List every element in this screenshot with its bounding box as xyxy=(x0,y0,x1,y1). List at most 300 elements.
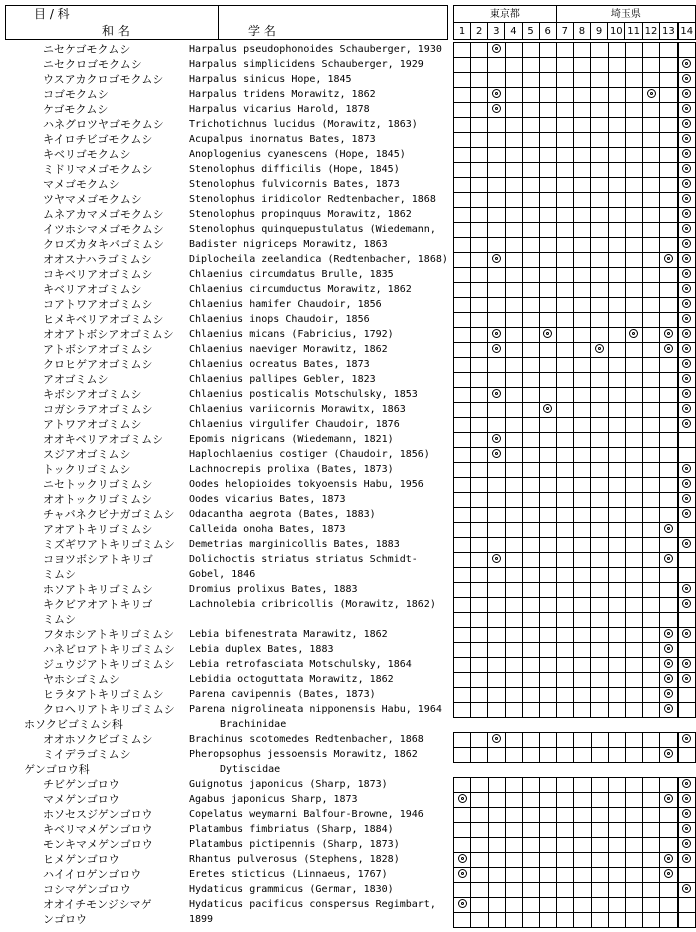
occurrence-cell xyxy=(488,913,505,928)
occurrence-cell xyxy=(505,148,522,163)
occurrence-cell xyxy=(678,568,696,583)
occurrence-cell xyxy=(591,403,608,418)
occurrence-cell xyxy=(574,508,591,523)
occurrence-cell xyxy=(505,133,522,148)
occurrence-cell xyxy=(574,568,591,583)
occurrence-cell xyxy=(625,73,642,88)
occurrence-cell xyxy=(660,433,678,448)
occurrence-row xyxy=(454,838,696,853)
occurrence-cell xyxy=(488,733,505,748)
occurrence-mark xyxy=(664,554,673,563)
occurrence-cell xyxy=(608,418,625,433)
occurrence-cell xyxy=(557,58,574,73)
occurrence-cell xyxy=(574,868,591,883)
occurrence-cell xyxy=(454,823,471,838)
occurrence-cell xyxy=(522,823,539,838)
occurrence-cell xyxy=(539,388,556,403)
occurrence-cell xyxy=(454,328,471,343)
occurrence-cell xyxy=(625,673,642,688)
occurrence-cell xyxy=(660,163,678,178)
occurrence-cell xyxy=(678,628,696,643)
occurrence-cell xyxy=(557,463,574,478)
occurrence-cell xyxy=(522,133,539,148)
occurrence-cell xyxy=(660,148,678,163)
occurrence-cell xyxy=(660,253,678,268)
occurrence-cell xyxy=(488,328,505,343)
occurrence-cell xyxy=(642,523,659,538)
occurrence-cell xyxy=(454,418,471,433)
occurrence-cell xyxy=(574,598,591,613)
occurrence-cell xyxy=(557,403,574,418)
occurrence-row xyxy=(454,613,696,628)
occurrence-cell xyxy=(471,778,488,793)
occurrence-cell xyxy=(678,343,696,358)
occurrence-cell xyxy=(454,583,471,598)
occurrence-cell xyxy=(608,373,625,388)
species-name-sci: Stenolophus iridicolor Redtenbacher, 1868 xyxy=(189,194,436,205)
occurrence-cell xyxy=(522,388,539,403)
occurrence-cell xyxy=(608,193,625,208)
occurrence-cell xyxy=(539,403,556,418)
occurrence-cell xyxy=(660,643,678,658)
occurrence-cell xyxy=(505,238,522,253)
occurrence-mark xyxy=(682,89,691,98)
occurrence-cell xyxy=(505,508,522,523)
occurrence-cell xyxy=(540,898,557,913)
occurrence-row xyxy=(454,73,696,88)
occurrence-cell xyxy=(539,223,556,238)
occurrence-cell xyxy=(574,613,591,628)
occurrence-cell xyxy=(505,523,522,538)
occurrence-cell xyxy=(574,658,591,673)
occurrence-cell xyxy=(591,58,608,73)
occurrence-row xyxy=(454,808,696,823)
occurrence-cell xyxy=(557,238,574,253)
occurrence-cell xyxy=(539,298,556,313)
species-name-sci: Chlaenius pallipes Gebler, 1823 xyxy=(189,374,376,385)
occurrence-cell xyxy=(557,733,574,748)
occurrence-cell xyxy=(660,298,678,313)
occurrence-cell xyxy=(522,853,539,868)
occurrence-cell xyxy=(557,568,574,583)
occurrence-cell xyxy=(557,43,574,58)
occurrence-cell xyxy=(488,793,505,808)
occurrence-cell xyxy=(505,658,522,673)
occurrence-row xyxy=(454,133,696,148)
occurrence-cell xyxy=(539,418,556,433)
species-name-jp: ジュウジアトキリゴミムシ xyxy=(43,658,175,671)
species-name-jp: スジアオゴミムシ xyxy=(43,448,131,461)
occurrence-cell xyxy=(471,388,488,403)
occurrence-cell xyxy=(454,403,471,418)
species-name-jp: ツヤマメゴモクムシ xyxy=(43,193,142,206)
occurrence-cell xyxy=(591,838,608,853)
occurrence-cell xyxy=(471,358,488,373)
occurrence-cell xyxy=(471,748,488,763)
occurrence-cell xyxy=(678,58,696,73)
occurrence-cell xyxy=(539,328,556,343)
occurrence-row xyxy=(454,208,696,223)
occurrence-cell xyxy=(625,268,642,283)
occurrence-cell xyxy=(608,868,625,883)
species-name-sci: Lebia bifenestrata Marawitz, 1862 xyxy=(189,629,388,640)
occurrence-cell xyxy=(591,478,608,493)
occurrence-cell xyxy=(642,643,659,658)
occurrence-cell xyxy=(608,733,625,748)
occurrence-mark xyxy=(492,329,501,338)
occurrence-cell xyxy=(454,88,471,103)
occurrence-cell xyxy=(625,838,642,853)
occurrence-cell xyxy=(539,88,556,103)
occurrence-cell xyxy=(522,628,539,643)
occurrence-cell xyxy=(678,688,696,703)
occurrence-row xyxy=(454,193,696,208)
occurrence-cell xyxy=(625,133,642,148)
occurrence-cell xyxy=(540,778,557,793)
occurrence-row xyxy=(454,178,696,193)
occurrence-cell xyxy=(539,343,556,358)
occurrence-cell xyxy=(574,418,591,433)
occurrence-cell xyxy=(454,913,471,928)
occurrence-cell xyxy=(643,823,660,838)
occurrence-cell xyxy=(574,268,591,283)
occurrence-cell xyxy=(643,853,660,868)
occurrence-cell xyxy=(471,193,488,208)
occurrence-cell xyxy=(625,628,642,643)
occurrence-grid-block xyxy=(453,732,696,763)
occurrence-cell xyxy=(591,268,608,283)
occurrence-cell xyxy=(471,853,488,868)
occurrence-cell xyxy=(660,523,678,538)
occurrence-mark xyxy=(664,749,673,758)
occurrence-cell xyxy=(642,388,659,403)
occurrence-mark xyxy=(682,854,691,863)
occurrence-mark xyxy=(682,239,691,248)
species-name-jp: オオスナハラゴミムシ xyxy=(43,253,152,266)
occurrence-cell xyxy=(608,793,625,808)
occurrence-cell xyxy=(625,253,642,268)
site-number: 6 xyxy=(539,23,556,40)
occurrence-cell xyxy=(557,223,574,238)
occurrence-cell xyxy=(557,583,574,598)
occurrence-cell xyxy=(454,433,471,448)
occurrence-cell xyxy=(642,283,659,298)
occurrence-cell xyxy=(505,808,522,823)
occurrence-cell xyxy=(454,748,471,763)
occurrence-cell xyxy=(522,343,539,358)
occurrence-cell xyxy=(557,118,574,133)
occurrence-cell xyxy=(539,703,556,718)
occurrence-row xyxy=(454,568,696,583)
family-name-sci: Dytiscidae xyxy=(220,764,281,775)
occurrence-mark xyxy=(682,674,691,683)
occurrence-cell xyxy=(540,883,557,898)
occurrence-mark xyxy=(682,329,691,338)
occurrence-cell xyxy=(505,838,522,853)
occurrence-cell xyxy=(678,583,696,598)
species-name-jp: コキベリアオゴミムシ xyxy=(43,268,153,281)
occurrence-mark xyxy=(647,89,656,98)
occurrence-cell xyxy=(471,643,488,658)
occurrence-mark xyxy=(682,74,691,83)
occurrence-row xyxy=(454,373,696,388)
occurrence-cell xyxy=(522,43,539,58)
occurrence-cell xyxy=(454,838,471,853)
occurrence-cell xyxy=(557,343,574,358)
occurrence-mark xyxy=(492,554,501,563)
occurrence-cell xyxy=(454,598,471,613)
occurrence-cell xyxy=(625,88,642,103)
occurrence-cell xyxy=(642,328,659,343)
occurrence-cell xyxy=(642,358,659,373)
species-name-sci: Badister nigriceps Morawitz, 1863 xyxy=(189,239,388,250)
occurrence-cell xyxy=(643,733,660,748)
occurrence-cell xyxy=(678,283,696,298)
occurrence-cell xyxy=(642,508,659,523)
species-name-sci: Demetrias marginicollis Bates, 1883 xyxy=(189,539,400,550)
occurrence-row xyxy=(454,868,696,883)
occurrence-cell xyxy=(574,298,591,313)
occurrence-cell xyxy=(678,118,696,133)
occurrence-cell xyxy=(522,553,539,568)
occurrence-cell xyxy=(505,403,522,418)
occurrence-cell xyxy=(488,493,505,508)
species-name-jp: アオゴミムシ xyxy=(43,373,109,386)
occurrence-cell xyxy=(505,343,522,358)
occurrence-cell xyxy=(557,298,574,313)
occurrence-cell xyxy=(471,88,488,103)
species-name-sci: Acupalpus inornatus Bates, 1873 xyxy=(189,134,376,145)
occurrence-cell xyxy=(522,268,539,283)
occurrence-cell xyxy=(591,88,608,103)
occurrence-cell xyxy=(574,133,591,148)
occurrence-cell xyxy=(454,313,471,328)
occurrence-mark xyxy=(664,254,673,263)
occurrence-cell xyxy=(642,373,659,388)
occurrence-cell xyxy=(678,73,696,88)
occurrence-cell xyxy=(522,103,539,118)
occurrence-cell xyxy=(522,913,539,928)
occurrence-cell xyxy=(642,433,659,448)
occurrence-cell xyxy=(660,688,678,703)
occurrence-cell xyxy=(625,703,642,718)
occurrence-cell xyxy=(505,58,522,73)
species-name-sci: Platambus fimbriatus (Sharp, 1884) xyxy=(189,824,394,835)
occurrence-cell xyxy=(471,43,488,58)
occurrence-cell xyxy=(642,478,659,493)
species-name-jp: ハネグロツヤゴモクムシ xyxy=(43,118,164,131)
occurrence-cell xyxy=(591,373,608,388)
occurrence-cell xyxy=(539,238,556,253)
occurrence-cell xyxy=(660,538,678,553)
occurrence-row xyxy=(454,658,696,673)
occurrence-cell xyxy=(488,508,505,523)
occurrence-cell xyxy=(678,808,696,823)
occurrence-cell xyxy=(660,583,678,598)
occurrence-cell xyxy=(608,298,625,313)
occurrence-cell xyxy=(557,208,574,223)
occurrence-cell xyxy=(471,793,488,808)
occurrence-cell xyxy=(574,403,591,418)
occurrence-cell xyxy=(642,193,659,208)
occurrence-cell xyxy=(591,628,608,643)
occurrence-mark xyxy=(682,389,691,398)
occurrence-cell xyxy=(488,298,505,313)
occurrence-mark xyxy=(682,659,691,668)
occurrence-cell xyxy=(660,388,678,403)
occurrence-cell xyxy=(454,343,471,358)
occurrence-row xyxy=(454,88,696,103)
occurrence-cell xyxy=(488,388,505,403)
occurrence-cell xyxy=(625,178,642,193)
occurrence-cell xyxy=(678,538,696,553)
occurrence-cell xyxy=(625,163,642,178)
species-name-sci: Chlaenius micans (Fabricius, 1792) xyxy=(189,329,394,340)
occurrence-cell xyxy=(522,238,539,253)
occurrence-cell xyxy=(488,853,505,868)
occurrence-cell xyxy=(454,673,471,688)
occurrence-cell xyxy=(642,238,659,253)
occurrence-cell xyxy=(522,73,539,88)
occurrence-row xyxy=(454,583,696,598)
occurrence-cell xyxy=(608,838,625,853)
occurrence-cell xyxy=(539,148,556,163)
occurrence-mark xyxy=(595,344,604,353)
occurrence-cell xyxy=(557,793,574,808)
species-name-sci: Guignotus japonicus (Sharp, 1873) xyxy=(189,779,388,790)
occurrence-cell xyxy=(488,688,505,703)
species-name-sci: Epomis nigricans (Wiedemann, 1821) xyxy=(189,434,394,445)
occurrence-cell xyxy=(522,493,539,508)
occurrence-cell xyxy=(608,253,625,268)
occurrence-cell xyxy=(678,433,696,448)
occurrence-cell xyxy=(505,448,522,463)
occurrence-cell xyxy=(642,253,659,268)
occurrence-cell xyxy=(574,463,591,478)
species-name-sci: Eretes sticticus (Linnaeus, 1767) xyxy=(189,869,388,880)
occurrence-cell xyxy=(591,793,608,808)
occurrence-cell xyxy=(608,178,625,193)
occurrence-cell xyxy=(522,688,539,703)
occurrence-cell xyxy=(591,688,608,703)
occurrence-cell xyxy=(660,808,678,823)
occurrence-cell xyxy=(539,133,556,148)
species-name-jp: ンゴロウ xyxy=(43,913,87,926)
occurrence-cell xyxy=(539,523,556,538)
occurrence-cell xyxy=(625,388,642,403)
occurrence-row xyxy=(454,493,696,508)
occurrence-cell xyxy=(678,403,696,418)
occurrence-cell xyxy=(488,223,505,238)
species-name-sci: Rhantus pulverosus (Stephens, 1828) xyxy=(189,854,400,865)
species-name-jp: モンキマメゲンゴロウ xyxy=(43,838,153,851)
occurrence-cell xyxy=(522,283,539,298)
occurrence-cell xyxy=(678,493,696,508)
species-name-sci: Chlaenius inops Chaudoir, 1856 xyxy=(189,314,370,325)
species-name-jp: オオホソクビゴミムシ xyxy=(43,733,153,746)
occurrence-cell xyxy=(591,328,608,343)
occurrence-cell xyxy=(574,148,591,163)
occurrence-cell xyxy=(557,508,574,523)
occurrence-cell xyxy=(642,538,659,553)
occurrence-cell xyxy=(539,493,556,508)
occurrence-cell xyxy=(505,268,522,283)
occurrence-cell xyxy=(454,538,471,553)
occurrence-cell xyxy=(574,433,591,448)
species-name-jp: ミムシ xyxy=(43,568,76,581)
species-name-jp: ヒラタアトキリゴミムシ xyxy=(43,688,164,701)
occurrence-cell xyxy=(522,433,539,448)
occurrence-row xyxy=(454,913,696,928)
occurrence-cell xyxy=(574,328,591,343)
occurrence-cell xyxy=(574,253,591,268)
occurrence-row xyxy=(454,703,696,718)
occurrence-mark xyxy=(682,479,691,488)
occurrence-cell xyxy=(488,838,505,853)
occurrence-cell xyxy=(591,898,608,913)
header-box xyxy=(5,5,448,40)
occurrence-cell xyxy=(522,118,539,133)
occurrence-cell xyxy=(608,898,625,913)
occurrence-mark xyxy=(458,854,467,863)
occurrence-cell xyxy=(642,493,659,508)
species-name-sci: Stenolophus propinquus Morawitz, 1862 xyxy=(189,209,412,220)
occurrence-cell xyxy=(660,703,678,718)
occurrence-cell xyxy=(591,568,608,583)
occurrence-cell xyxy=(488,658,505,673)
occurrence-cell xyxy=(540,913,557,928)
species-name-sci: Chlaenius posticalis Motschulsky, 1853 xyxy=(189,389,418,400)
occurrence-cell xyxy=(539,268,556,283)
species-name-jp: オオイチモンジシマゲ xyxy=(43,898,152,911)
occurrence-cell xyxy=(625,808,642,823)
species-name-jp: チビゲンゴロウ xyxy=(43,778,120,791)
occurrence-row xyxy=(454,598,696,613)
occurrence-cell xyxy=(574,88,591,103)
occurrence-mark xyxy=(664,869,673,878)
occurrence-cell xyxy=(471,133,488,148)
occurrence-mark xyxy=(682,194,691,203)
occurrence-cell xyxy=(471,328,488,343)
occurrence-cell xyxy=(454,103,471,118)
occurrence-cell xyxy=(505,913,522,928)
occurrence-cell xyxy=(574,703,591,718)
occurrence-cell xyxy=(625,898,642,913)
occurrence-cell xyxy=(608,688,625,703)
species-name-sci: Harpalus tridens Morawitz, 1862 xyxy=(189,89,376,100)
occurrence-cell xyxy=(522,883,539,898)
occurrence-cell xyxy=(539,688,556,703)
occurrence-row xyxy=(454,688,696,703)
occurrence-cell xyxy=(471,913,488,928)
species-name-sci: Stenolophus difficilis (Hope, 1845) xyxy=(189,164,400,175)
occurrence-row xyxy=(454,418,696,433)
occurrence-cell xyxy=(471,673,488,688)
occurrence-cell xyxy=(625,793,642,808)
occurrence-cell xyxy=(678,43,696,58)
occurrence-cell xyxy=(625,478,642,493)
species-name-sci: Copelatus weymarni Balfour-Browne, 1946 xyxy=(189,809,424,820)
occurrence-cell xyxy=(557,253,574,268)
occurrence-mark xyxy=(458,899,467,908)
occurrence-cell xyxy=(678,238,696,253)
occurrence-cell xyxy=(678,643,696,658)
occurrence-cell xyxy=(505,748,522,763)
occurrence-cell xyxy=(660,463,678,478)
occurrence-cell xyxy=(454,208,471,223)
species-name-jp: ハイイロゲンゴロウ xyxy=(43,868,142,881)
occurrence-cell xyxy=(574,313,591,328)
